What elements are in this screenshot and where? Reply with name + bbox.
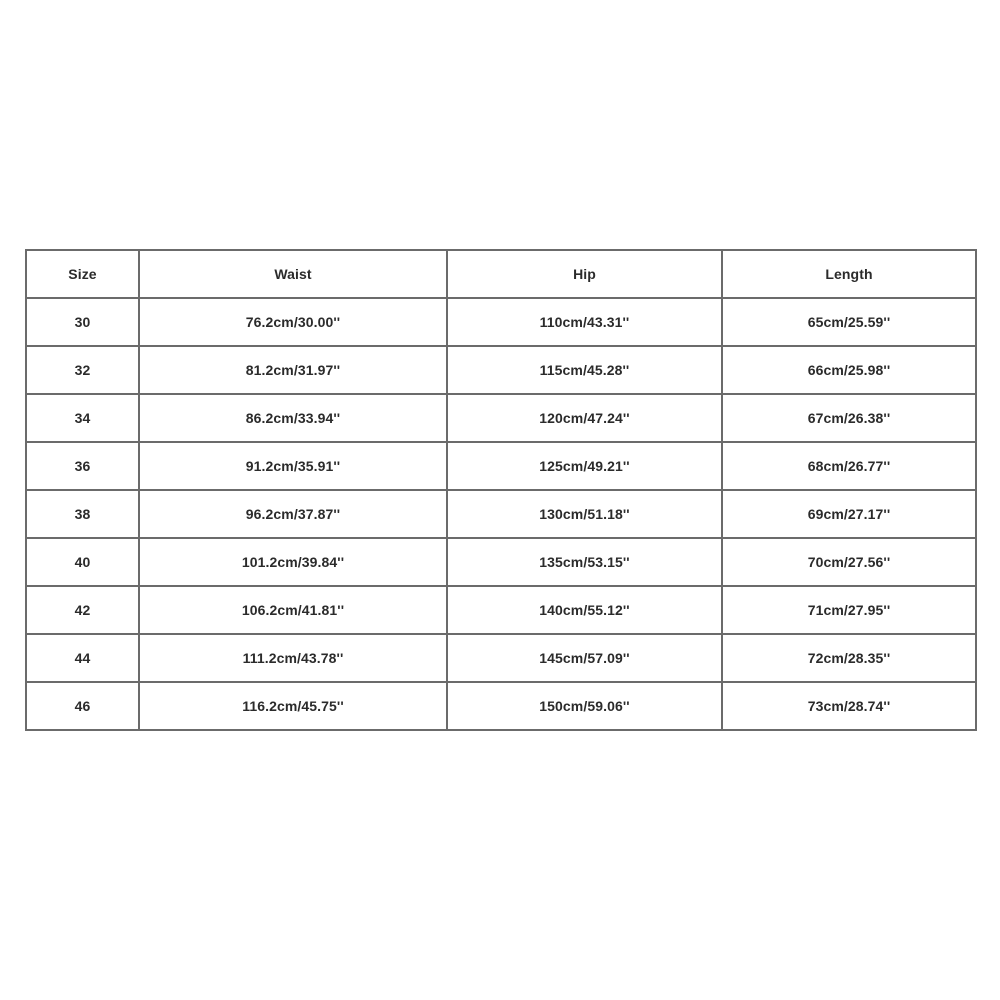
cell-length: 66cm/25.98'' xyxy=(722,346,976,394)
table-row xyxy=(26,346,976,394)
cell-size: 32 xyxy=(26,346,139,394)
header-length: Length xyxy=(722,250,976,298)
cell-size: 38 xyxy=(26,490,139,538)
table-row xyxy=(26,298,976,346)
cell-hip: 125cm/49.21'' xyxy=(447,442,722,490)
cell-size: 40 xyxy=(26,538,139,586)
cell-hip: 140cm/55.12'' xyxy=(447,586,722,634)
table-row xyxy=(26,634,976,682)
cell-waist: 76.2cm/30.00'' xyxy=(139,298,447,346)
cell-length: 69cm/27.17'' xyxy=(722,490,976,538)
table-row xyxy=(26,490,976,538)
cell-size: 44 xyxy=(26,634,139,682)
cell-waist: 111.2cm/43.78'' xyxy=(139,634,447,682)
cell-waist: 86.2cm/33.94'' xyxy=(139,394,447,442)
table-row xyxy=(26,394,976,442)
cell-hip: 120cm/47.24'' xyxy=(447,394,722,442)
table-row xyxy=(26,586,976,634)
header-size: Size xyxy=(26,250,139,298)
table-row xyxy=(26,682,976,730)
cell-length: 72cm/28.35'' xyxy=(722,634,976,682)
cell-waist: 96.2cm/37.87'' xyxy=(139,490,447,538)
cell-hip: 115cm/45.28'' xyxy=(447,346,722,394)
cell-size: 30 xyxy=(26,298,139,346)
cell-length: 65cm/25.59'' xyxy=(722,298,976,346)
cell-length: 73cm/28.74'' xyxy=(722,682,976,730)
table-row xyxy=(26,442,976,490)
cell-length: 70cm/27.56'' xyxy=(722,538,976,586)
cell-length: 71cm/27.95'' xyxy=(722,586,976,634)
cell-waist: 116.2cm/45.75'' xyxy=(139,682,447,730)
header-waist: Waist xyxy=(139,250,447,298)
size-chart-table xyxy=(25,249,977,731)
cell-length: 67cm/26.38'' xyxy=(722,394,976,442)
cell-hip: 110cm/43.31'' xyxy=(447,298,722,346)
cell-waist: 101.2cm/39.84'' xyxy=(139,538,447,586)
cell-hip: 145cm/57.09'' xyxy=(447,634,722,682)
cell-hip: 135cm/53.15'' xyxy=(447,538,722,586)
cell-hip: 150cm/59.06'' xyxy=(447,682,722,730)
header-hip: Hip xyxy=(447,250,722,298)
table-row xyxy=(26,538,976,586)
cell-size: 36 xyxy=(26,442,139,490)
cell-waist: 81.2cm/31.97'' xyxy=(139,346,447,394)
cell-waist: 91.2cm/35.91'' xyxy=(139,442,447,490)
cell-size: 34 xyxy=(26,394,139,442)
cell-waist: 106.2cm/41.81'' xyxy=(139,586,447,634)
table-header-row xyxy=(26,250,976,298)
cell-hip: 130cm/51.18'' xyxy=(447,490,722,538)
cell-size: 42 xyxy=(26,586,139,634)
cell-length: 68cm/26.77'' xyxy=(722,442,976,490)
cell-size: 46 xyxy=(26,682,139,730)
